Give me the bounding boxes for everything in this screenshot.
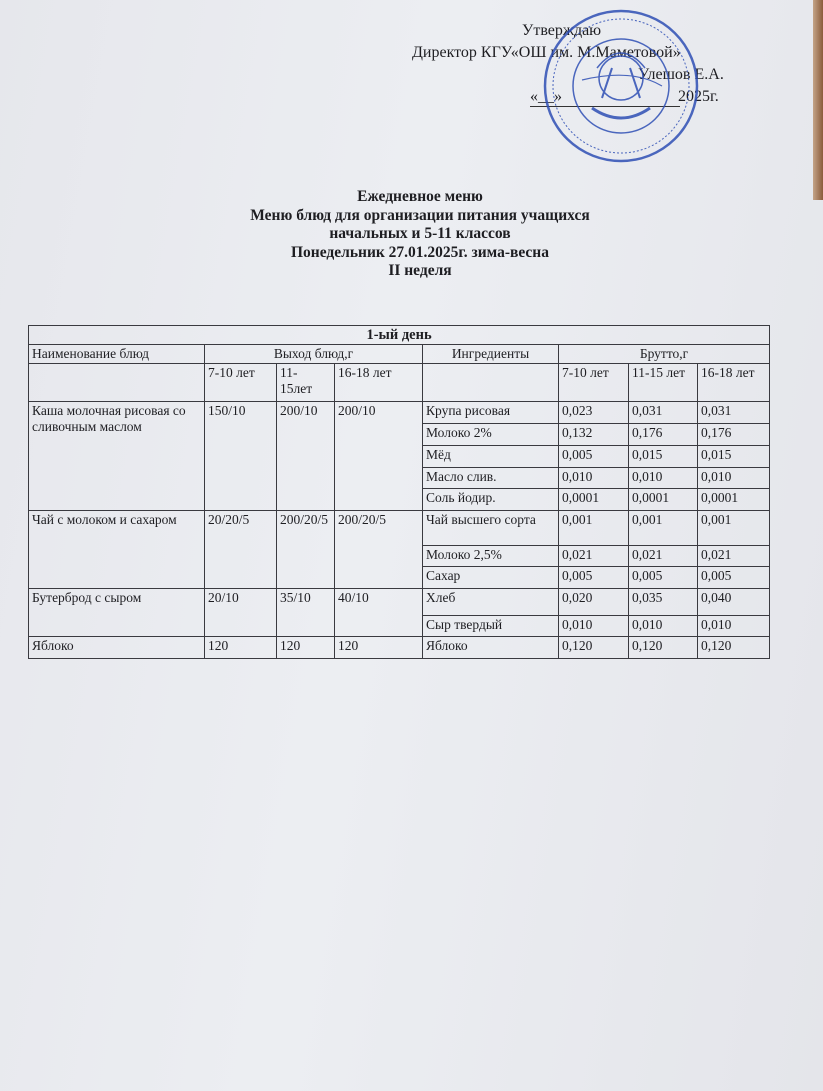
ingredient-brutto: 0,021: [629, 546, 698, 567]
dish-yield: 120: [277, 637, 335, 659]
ingredient-name: Соль йодир.: [423, 489, 559, 511]
ingredient-brutto: 0,120: [698, 637, 770, 659]
ingredient-brutto: 0,015: [629, 446, 698, 468]
dish-yield: 150/10: [205, 402, 277, 511]
ingredient-brutto: 0,010: [698, 616, 770, 637]
ingredient-brutto: 0,010: [698, 468, 770, 489]
title-week: II неделя: [388, 262, 452, 279]
ingredient-brutto: 0,176: [629, 424, 698, 446]
dish-yield: 40/10: [335, 589, 423, 637]
ingredient-brutto: 0,0001: [698, 489, 770, 511]
document-titles: [0, 188, 823, 281]
ingredient-brutto: 0,132: [559, 424, 629, 446]
title-daily-menu: Ежедневное меню: [357, 188, 483, 205]
ingredient-brutto: 0,176: [698, 424, 770, 446]
ingredient-brutto: 0,0001: [559, 489, 629, 511]
header-empty: [423, 364, 559, 402]
ingredient-brutto: 0,040: [698, 589, 770, 616]
dish-name: Каша молочная рисовая со сливочным маслом: [29, 402, 205, 511]
table-row: [29, 402, 770, 424]
table-row: [29, 589, 770, 616]
dish-yield: 20/20/5: [205, 511, 277, 589]
menu-table: [28, 325, 770, 659]
header-dish: Наименование блюд: [29, 345, 205, 364]
approval-director: Директор КГУ«ОШ им. М.Маметовой»: [412, 44, 681, 61]
ingredient-name: Яблоко: [423, 637, 559, 659]
ingredient-brutto: 0,020: [559, 589, 629, 616]
table-row: [29, 637, 770, 659]
approval-year: 2025г.: [678, 88, 719, 105]
ingredient-brutto: 0,010: [559, 616, 629, 637]
ingredient-brutto: 0,005: [559, 567, 629, 589]
dish-yield: 200/20/5: [335, 511, 423, 589]
dish-yield: 120: [205, 637, 277, 659]
ingredient-brutto: 0,021: [698, 546, 770, 567]
approval-name: Улешов Е.А.: [638, 66, 724, 83]
ingredient-name: Сахар: [423, 567, 559, 589]
brutto-age: 11-15 лет: [629, 364, 698, 402]
ingredient-name: Сыр твердый: [423, 616, 559, 637]
ingredient-name: Мёд: [423, 446, 559, 468]
ingredient-brutto: 0,010: [629, 616, 698, 637]
yield-age: 11- 15лет: [277, 364, 335, 402]
ingredient-brutto: 0,035: [629, 589, 698, 616]
ingredient-brutto: 0,005: [629, 567, 698, 589]
yield-age: 7-10 лет: [205, 364, 277, 402]
yield-age: 16-18 лет: [335, 364, 423, 402]
ingredient-brutto: 0,031: [698, 402, 770, 424]
ingredient-brutto: 0,010: [559, 468, 629, 489]
dish-name: Чай с молоком и сахаром: [29, 511, 205, 589]
header-yield: Выход блюд,г: [205, 345, 423, 364]
approval-day: «__»: [530, 88, 562, 105]
brutto-age: 7-10 лет: [559, 364, 629, 402]
ingredient-brutto: 0,031: [629, 402, 698, 424]
ingredient-brutto: 0,005: [698, 567, 770, 589]
ingredient-name: Хлеб: [423, 589, 559, 616]
ingredient-brutto: 0,120: [559, 637, 629, 659]
ingredient-brutto: 0,023: [559, 402, 629, 424]
table-row: [29, 511, 770, 546]
header-ingredients: Ингредиенты: [423, 345, 559, 364]
ingredient-brutto: 0,015: [698, 446, 770, 468]
ingredient-name: Молоко 2%: [423, 424, 559, 446]
dish-yield: 200/20/5: [277, 511, 335, 589]
header-empty: [29, 364, 205, 402]
brutto-age: 16-18 лет: [698, 364, 770, 402]
title-date: Понедельник 27.01.2025г. зима-весна: [290, 243, 549, 261]
title-classes: начальных и 5-11 классов: [329, 225, 511, 242]
dish-yield: 20/10: [205, 589, 277, 637]
dish-yield: 35/10: [277, 589, 335, 637]
dish-yield: 200/10: [277, 402, 335, 511]
official-stamp-icon: [542, 8, 700, 164]
day-title: 1-ый день: [29, 326, 770, 345]
table-edge-background: [813, 0, 823, 200]
ingredient-brutto: 0,001: [629, 511, 698, 546]
dish-name: Яблоко: [29, 637, 205, 659]
ingredient-brutto: 0,120: [629, 637, 698, 659]
dish-yield: 120: [335, 637, 423, 659]
ingredient-name: Чай высшего сорта: [423, 511, 559, 546]
ingredient-brutto: 0,005: [559, 446, 629, 468]
dish-name: Бутерброд с сыром: [29, 589, 205, 637]
ingredient-brutto: 0,001: [698, 511, 770, 546]
approval-line: Утверждаю: [522, 22, 602, 39]
ingredient-brutto: 0,001: [559, 511, 629, 546]
header-brutto: Брутто,г: [559, 345, 770, 364]
ingredient-brutto: 0,0001: [629, 489, 698, 511]
ingredient-brutto: 0,021: [559, 546, 629, 567]
dish-yield: 200/10: [335, 402, 423, 511]
ingredient-brutto: 0,010: [629, 468, 698, 489]
ingredient-name: Крупа рисовая: [423, 402, 559, 424]
ingredient-name: Молоко 2,5%: [423, 546, 559, 567]
ingredient-name: Масло слив.: [423, 468, 559, 489]
title-menu-description: Меню блюд для организации питания учащихся: [250, 206, 590, 224]
